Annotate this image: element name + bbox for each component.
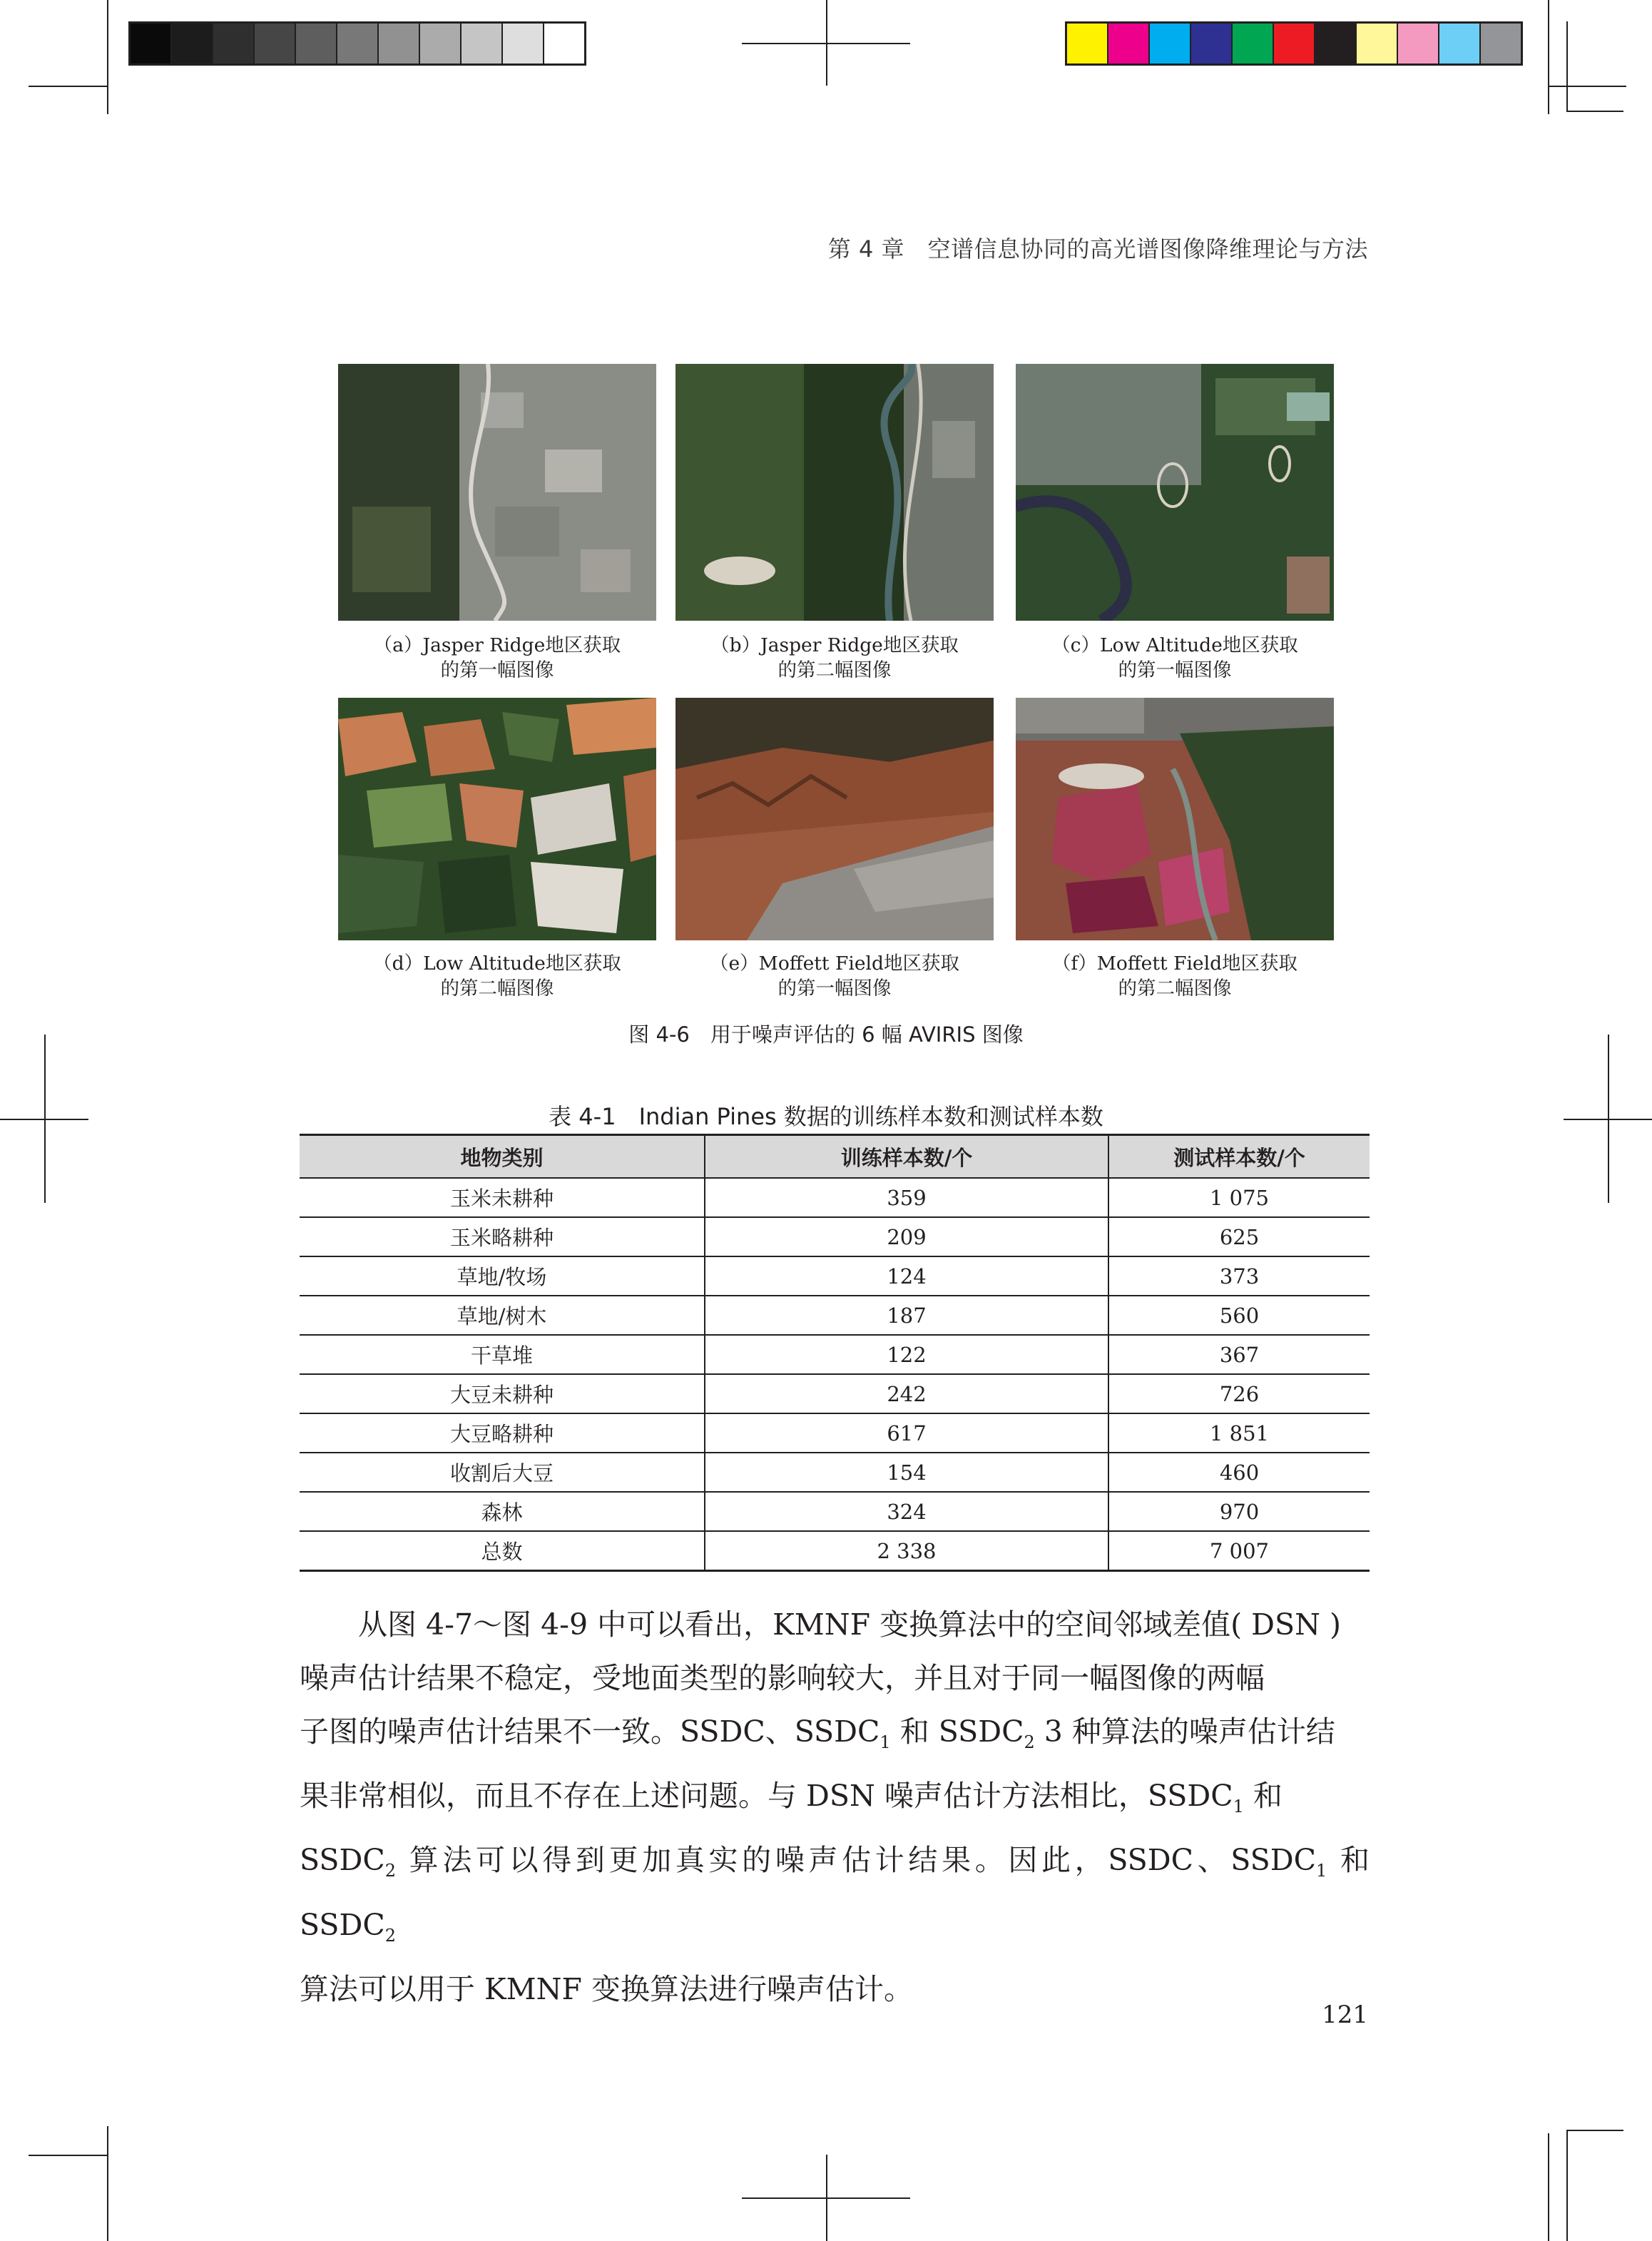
figure-image-d xyxy=(338,698,656,940)
table-row xyxy=(300,1335,1370,1374)
color-swatch xyxy=(1315,24,1357,63)
color-swatch xyxy=(172,24,213,63)
color-swatch xyxy=(1481,24,1521,63)
table-row xyxy=(300,1296,1370,1335)
table-cell: 625 xyxy=(1108,1217,1370,1256)
color-swatch xyxy=(1108,24,1150,63)
figure-image-e xyxy=(675,698,994,940)
color-swatch xyxy=(1439,24,1481,63)
table-cell: 1 851 xyxy=(1108,1413,1370,1453)
table-row xyxy=(300,1178,1370,1217)
body-line: 果非常相似，而且不存在上述问题。与 DSN 噪声估计方法相比，$SSDC_1$ 和 xyxy=(300,1779,1283,1817)
figure-caption-f: （f）Moffett Field地区获取 的第二幅图像 xyxy=(1051,952,1298,1000)
color-swatch xyxy=(1067,24,1108,63)
table-cell: 收割后大豆 xyxy=(300,1453,705,1492)
table-row xyxy=(300,1413,1370,1453)
color-swatch xyxy=(420,24,462,63)
table-cell: 总数 xyxy=(481,1540,523,1564)
table-header-row xyxy=(300,1135,1370,1179)
color-swatch xyxy=(131,24,172,63)
table-cell: 122 xyxy=(705,1335,1108,1374)
table-cell: 森林 xyxy=(300,1492,705,1531)
table-cell: 草地/牧场 xyxy=(300,1256,705,1296)
table-cell: 玉米未耕种 xyxy=(300,1178,705,1217)
table-cell: 617 xyxy=(705,1413,1108,1453)
body-line: 噪声估计结果不稳定，受地面类型的影响较大，并且对于同一幅图像的两幅 xyxy=(300,1661,1265,1695)
figure-caption-e: （e）Moffett Field地区获取 的第一幅图像 xyxy=(710,952,959,1000)
color-swatch xyxy=(1357,24,1398,63)
color-swatch xyxy=(255,24,296,63)
table-cell: 1 075 xyxy=(1108,1178,1370,1217)
color-swatch xyxy=(1233,24,1274,63)
figure-title: 图 4-6 用于噪声评估的 6 幅 AVIRIS 图像 xyxy=(628,1022,1024,1047)
table-cell: 970 xyxy=(1108,1492,1370,1531)
color-swatch xyxy=(296,24,337,63)
table-cell: 726 xyxy=(1108,1374,1370,1413)
table-row xyxy=(300,1374,1370,1413)
table-cell: 324 xyxy=(705,1492,1108,1531)
table-cell: 124 xyxy=(705,1256,1108,1296)
color-swatch xyxy=(1274,24,1315,63)
color-swatch xyxy=(1398,24,1439,63)
table-cell: 367 xyxy=(1108,1335,1370,1374)
color-swatch xyxy=(544,24,584,63)
body-line: $SSDC_2$ 算法可以得到更加真实的噪声估计结果。因此，SSDC、$SSDC_1$ 和 $SSDC_2$ xyxy=(300,1843,1370,1946)
table-header-cell: 地物类别 xyxy=(300,1135,705,1179)
table-cell: 大豆未耕种 xyxy=(300,1374,705,1413)
table-cell: 460 xyxy=(1108,1453,1370,1492)
figure-image-a xyxy=(338,364,656,621)
table-title: 表 4-1 Indian Pines 数据的训练样本数和测试样本数 xyxy=(549,1103,1103,1130)
figure-image-b xyxy=(675,364,994,621)
table-cell: 187 xyxy=(705,1296,1108,1335)
table-cell: 560 xyxy=(1108,1296,1370,1335)
color-swatch xyxy=(379,24,420,63)
grayscale-bar xyxy=(128,21,586,66)
body-paragraph xyxy=(300,1598,1370,2016)
table-cell: 209 xyxy=(705,1217,1108,1256)
table-row xyxy=(300,1217,1370,1256)
figure-image-c xyxy=(1016,364,1334,621)
figure-caption-d: （d）Low Altitude地区获取 的第二幅图像 xyxy=(373,952,621,1000)
running-head: 第 4 章 空谱信息协同的高光谱图像降维理论与方法 xyxy=(827,235,1368,263)
table-cell: 草地/树木 xyxy=(300,1296,705,1335)
figure-image-f xyxy=(1016,698,1334,940)
table-cell: 373 xyxy=(1108,1256,1370,1296)
figure-caption-b: （b）Jasper Ridge地区获取 的第二幅图像 xyxy=(710,634,959,681)
process-color-bar xyxy=(1065,21,1523,66)
table-cell: 154 xyxy=(705,1453,1108,1492)
body-line: 子图的噪声估计结果不一致。SSDC、$SSDC_1$ 和 $SSDC_2$ 3 种算法的噪声估计结 xyxy=(300,1714,1335,1753)
body-line: 从图 4-7～图 4-9 中可以看出，KMNF 变换算法中的空间邻域差值( DSN ) xyxy=(358,1607,1342,1642)
table-row xyxy=(300,1256,1370,1296)
table-row xyxy=(300,1492,1370,1531)
page-number: 121 xyxy=(1322,2001,1368,2029)
color-swatch xyxy=(462,24,503,63)
table-cell: 干草堆 xyxy=(300,1335,705,1374)
table-header-cell: 测试样本数/个 xyxy=(1108,1135,1370,1179)
table-row xyxy=(300,1531,1370,1571)
table-cell: 大豆略耕种 xyxy=(300,1413,705,1453)
color-swatch xyxy=(1191,24,1233,63)
table-cell: 359 xyxy=(705,1178,1108,1217)
figure-caption-a: （a）Jasper Ridge地区获取 的第一幅图像 xyxy=(373,634,621,681)
color-swatch xyxy=(213,24,255,63)
color-swatch xyxy=(503,24,544,63)
table-cell: 玉米略耕种 xyxy=(300,1217,705,1256)
table-row xyxy=(300,1453,1370,1492)
figure-caption-c: （c）Low Altitude地区获取 的第一幅图像 xyxy=(1051,634,1298,681)
body-line: 算法可以用于 KMNF 变换算法进行噪声估计。 xyxy=(300,1971,913,2006)
table-cell: 2 338 xyxy=(705,1531,1108,1571)
table-cell: 242 xyxy=(705,1374,1108,1413)
color-swatch xyxy=(1150,24,1191,63)
table-cell: 7 007 xyxy=(1108,1531,1370,1571)
table-header-cell: 训练样本数/个 xyxy=(705,1135,1108,1179)
color-swatch xyxy=(337,24,379,63)
samples-table xyxy=(300,1134,1370,1572)
